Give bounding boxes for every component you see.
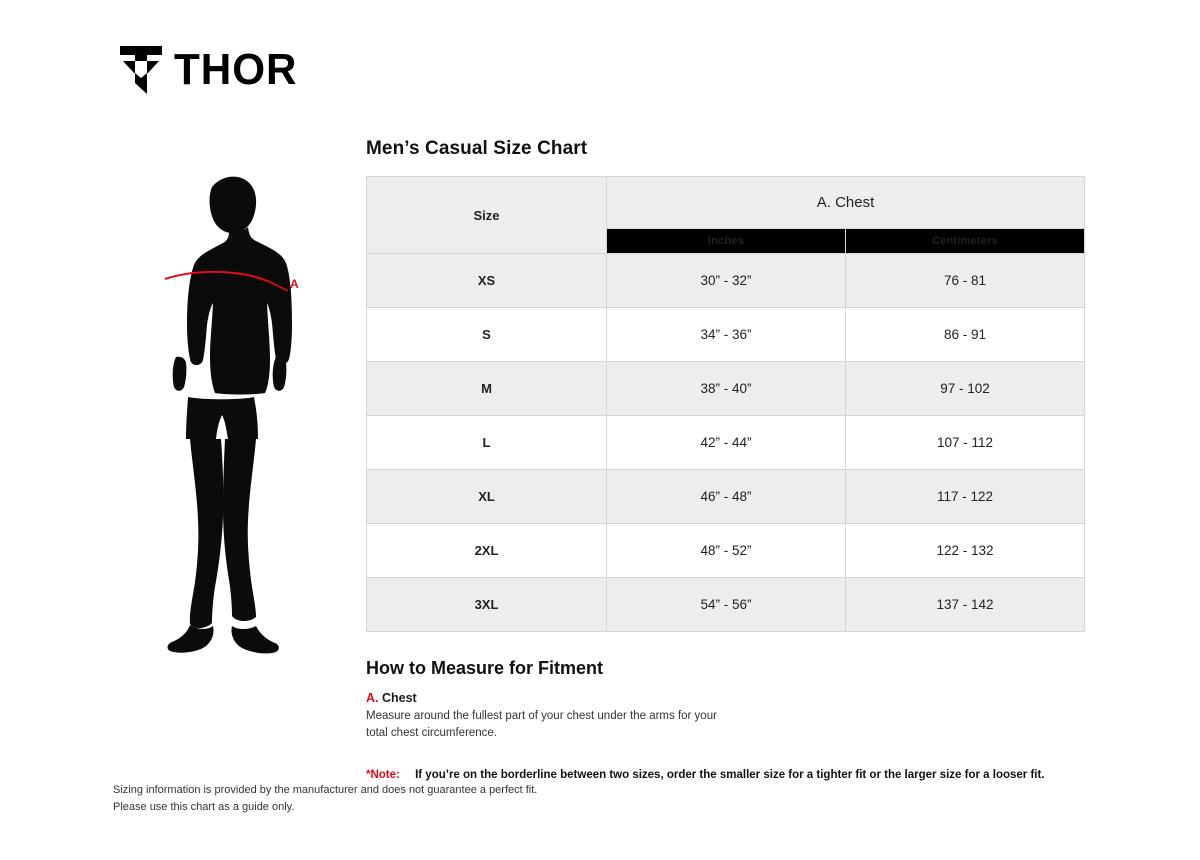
- size-chart-table: [366, 176, 1085, 632]
- table-row: [367, 578, 1085, 632]
- cell-centimeters: 76 - 81: [846, 254, 1085, 308]
- male-body-silhouette-icon: [120, 165, 340, 655]
- footer-line-2: Please use this chart as a guide only.: [113, 801, 295, 814]
- brand-wordmark: THOR: [174, 45, 298, 94]
- footer-disclaimer: [113, 782, 537, 816]
- cell-centimeters: 86 - 91: [846, 308, 1085, 362]
- cell-size: S: [367, 308, 607, 362]
- cell-inches: 30” - 32”: [607, 254, 846, 308]
- column-header-centimeters: Centimeters: [846, 229, 1085, 254]
- table-body: [367, 254, 1085, 632]
- note-label: *Note:: [366, 769, 400, 782]
- cell-centimeters: 107 - 112: [846, 416, 1085, 470]
- measure-item-heading: [366, 691, 1084, 705]
- size-chart-section: [366, 138, 1084, 781]
- page-title: Men’s Casual Size Chart: [366, 138, 588, 159]
- table-row: [367, 254, 1085, 308]
- table-row: [367, 524, 1085, 578]
- footer-line-1: Sizing information is provided by the manufacturer and does not guarantee a perfect fit.: [113, 784, 538, 796]
- cell-size: XL: [367, 470, 607, 524]
- cell-inches: 42” - 44”: [607, 416, 846, 470]
- measure-item-letter: A.: [366, 691, 379, 705]
- measure-description-line-1: Measure around the fullest part of your chest under the arms for your: [366, 710, 717, 722]
- how-to-measure-title: How to Measure for Fitment: [366, 658, 604, 678]
- brand-logo: [118, 44, 303, 96]
- cell-size: 2XL: [367, 524, 607, 578]
- cell-inches: 34” - 36”: [607, 308, 846, 362]
- measure-item-name: Chest: [381, 691, 417, 705]
- cell-centimeters: 97 - 102: [846, 362, 1085, 416]
- cell-centimeters: 122 - 132: [846, 524, 1085, 578]
- thor-t-logo-icon: [118, 44, 164, 96]
- column-header-size: Size: [367, 177, 607, 254]
- cell-size: XS: [367, 254, 607, 308]
- cell-centimeters: 137 - 142: [846, 578, 1085, 632]
- table-row: [367, 308, 1085, 362]
- cell-size: L: [367, 416, 607, 470]
- table-row: [367, 416, 1085, 470]
- cell-size: 3XL: [367, 578, 607, 632]
- cell-inches: 54” - 56”: [607, 578, 846, 632]
- cell-size: M: [367, 362, 607, 416]
- measure-item-chest: [366, 691, 1084, 741]
- table-row: [367, 362, 1085, 416]
- note-row: [366, 769, 1084, 781]
- table-row: [367, 470, 1085, 524]
- measure-item-description: [366, 708, 1084, 741]
- body-silhouette-figure: [120, 165, 340, 655]
- cell-inches: 46” - 48”: [607, 470, 846, 524]
- cell-centimeters: 117 - 122: [846, 470, 1085, 524]
- cell-inches: 48” - 52”: [607, 524, 846, 578]
- measure-description-line-2: total chest circumference.: [366, 726, 498, 739]
- table-header: [367, 177, 1085, 254]
- cell-inches: 38” - 40”: [607, 362, 846, 416]
- column-header-chest-group: A. Chest: [607, 177, 1085, 229]
- column-header-inches: Inches: [607, 229, 846, 254]
- note-text: If you’re on the borderline between two sizes, order the smaller size for a tighter fit or the larger size for a looser fit.: [415, 769, 1045, 782]
- chest-measure-label: A: [290, 277, 299, 291]
